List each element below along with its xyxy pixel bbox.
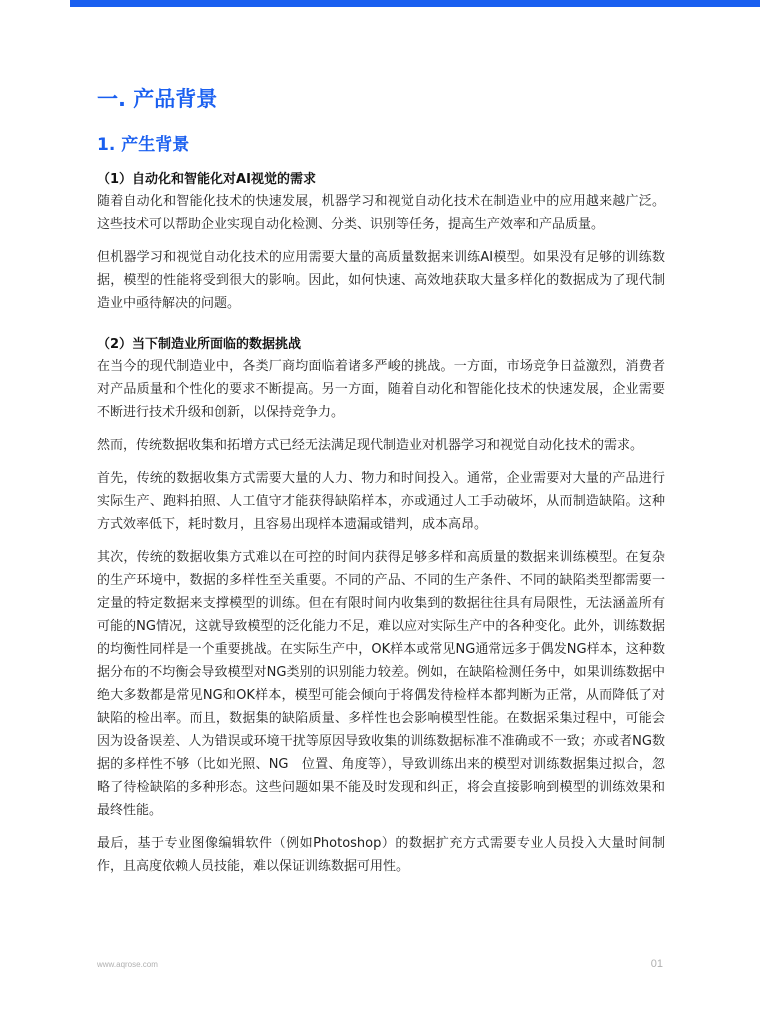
paragraph: 在当今的现代制造业中，各类厂商均面临着诸多严峻的挑战。一方面，市场竞争日益激烈，消费者对产品质量和个性化的要求不断提高。另一方面，随着自动化和智能化技术的快速发展，企业需要不断进行技术升级和创新，以保持竞争力。 [97, 359, 665, 420]
paragraph: 其次，传统的数据收集方式难以在可控的时间内获得足够多样和高质量的数据来训练模型。在复杂的生产环境中，数据的多样性至关重要。不同的产品、不同的生产条件、不同的缺陷类型都需要一定量的特定数据来支撑模型的训练。但在有限时间内收集到的数据往往具有局限性，无法涵盖所有可能的NG情况，这就导致模型的泛化能力不足，难以应对实际生产中的各种变化。此外，训练数据的均衡性同样是一个重要挑战。在实际生产中，OK样本或常见NG通常远多于偶发NG样本，这种数据分布的不均衡会导致模型对NG类别的识别能力较差。例如，在缺陷检测任务中，如果训练数据中绝大多数都是常见NG和OK样本，模型可能会倾向于将偶发待检样本都判断为正常，从而降低了对缺陷的检出率。而且，数据集的缺陷质量、多样性也会影响模型性能。在数据采集过程中，可能会因为设备误差、人为错误或环境干扰等原因导致收集的训练数据标准不准确或不一致；亦或者NG数据的多样性不够（比如光照、NG 位置、角度等），导致训练出来的模型对训练数据集过拟合，忽略了待检缺陷的多种形态。这些问题如果不能及时发现和纠正，将会直接影响到模型的训练效果和最终性能。 [97, 550, 665, 818]
paragraph: 但机器学习和视觉自动化技术的应用需要大量的高质量数据来训练AI模型。如果没有足够的训练数据，模型的性能将受到很大的影响。因此，如何快速、高效地获取大量多样化的数据成为了现代制造业中亟待解决的问题。 [97, 250, 665, 311]
paragraph: 最后，基于专业图像编辑软件（例如Photoshop）的数据扩充方式需要专业人员投入大量时间制作，且高度依赖人员技能，难以保证训练数据可用性。 [97, 836, 665, 874]
paragraph: 随着自动化和智能化技术的快速发展，机器学习和视觉自动化技术在制造业中的应用越来越广泛。这些技术可以帮助企业实现自动化检测、分类、识别等任务，提高生产效率和产品质量。 [97, 194, 665, 232]
document-body [97, 84, 665, 888]
footer-url: www.aqrose.com [97, 960, 158, 969]
page-number: 01 [650, 958, 663, 970]
subsection-2 [97, 335, 665, 878]
paragraph: 首先，传统的数据收集方式需要大量的人力、物力和时间投入。通常，企业需要对大量的产品进行实际生产、跑料拍照、人工值守才能获得缺陷样本，亦或通过人工手动破坏，从而制造缺陷。这种方式效率低下，耗时数月，且容易出现样本遗漏或错判，成本高昂。 [97, 471, 665, 532]
top-accent-bar [70, 0, 760, 7]
subsection-1 [97, 170, 665, 315]
subsection-title: （2）当下制造业所面临的数据挑战 [97, 337, 302, 352]
page-heading: 一. 产品背景 [97, 87, 218, 111]
paragraph: 然而，传统数据收集和拓增方式已经无法满足现代制造业对机器学习和视觉自动化技术的需求。 [97, 438, 644, 453]
subsection-title: （1）自动化和智能化对AI视觉的需求 [97, 172, 316, 187]
section-heading: 1. 产生背景 [97, 135, 190, 155]
